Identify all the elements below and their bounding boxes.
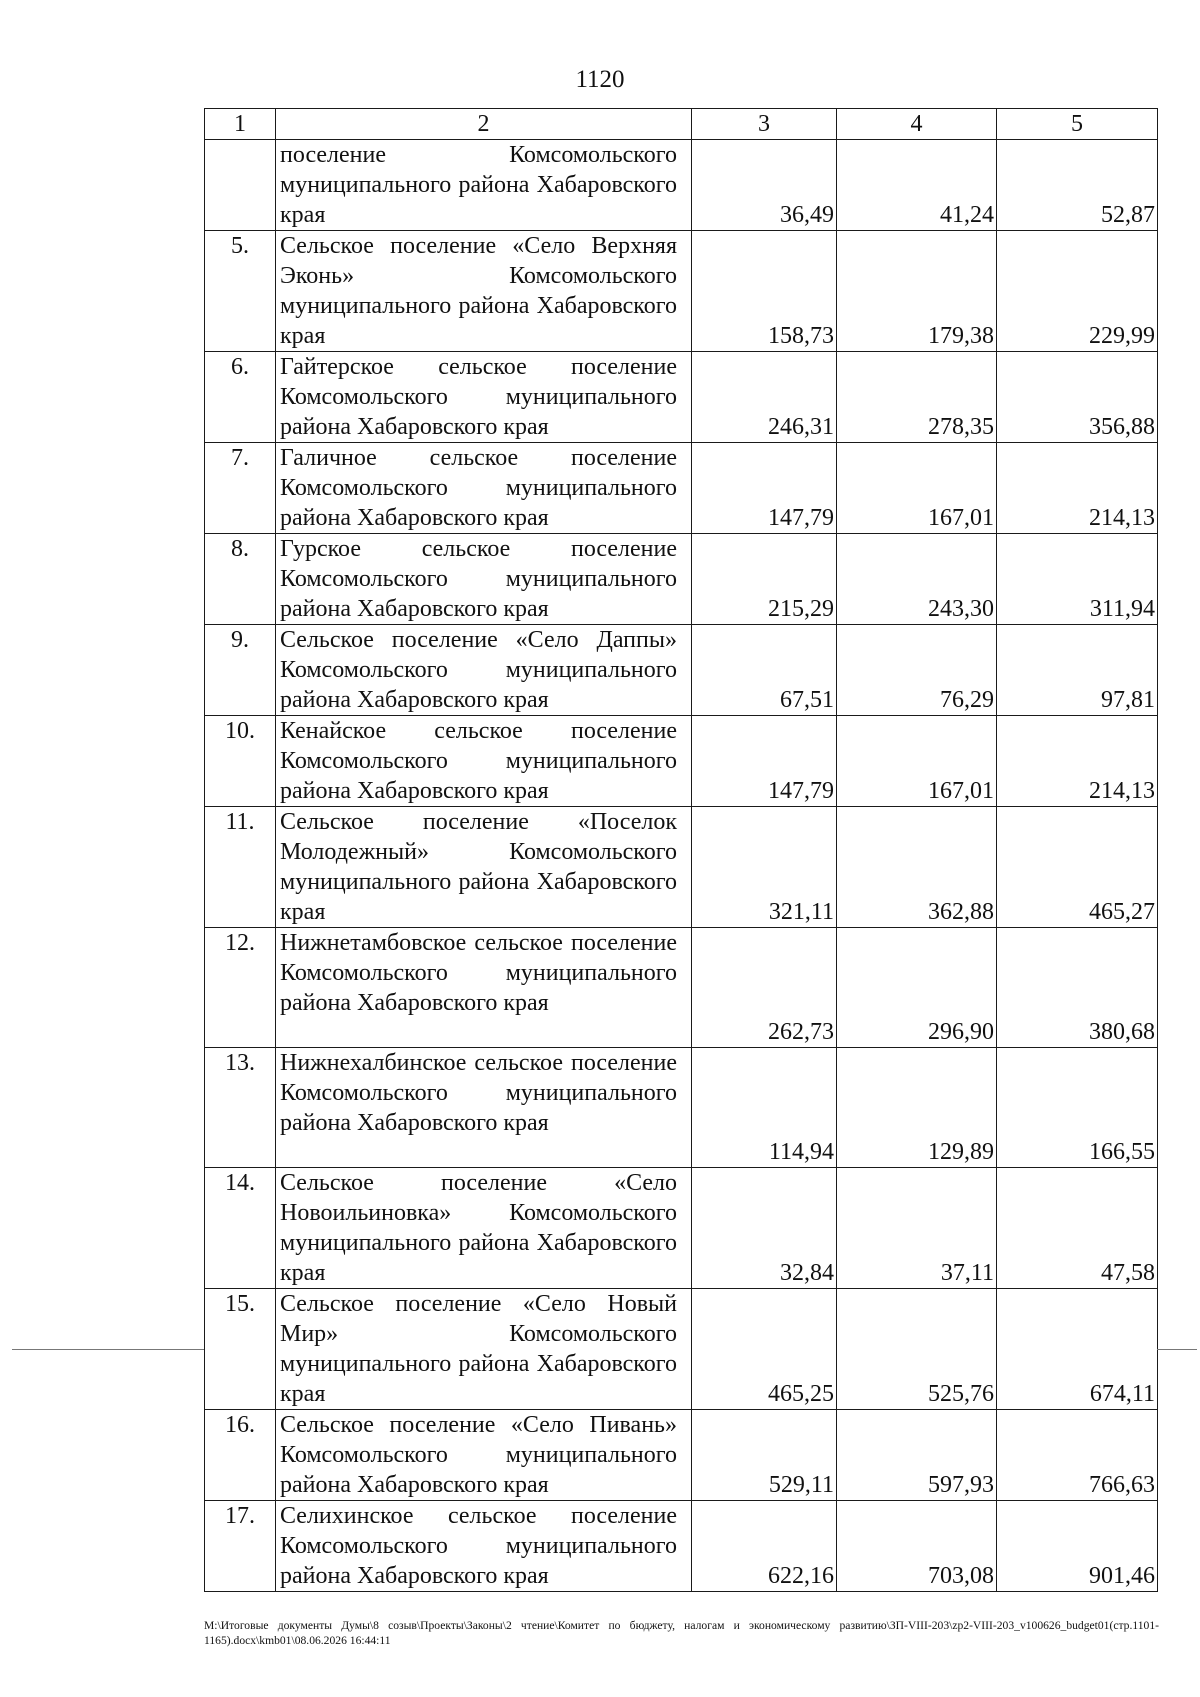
value-col-3: 147,79 [692,716,837,807]
budget-table [204,108,1158,1592]
row-number: 5. [205,231,276,352]
value-col-5: 465,27 [997,807,1158,928]
value-col-4: 41,24 [837,140,997,231]
table-row [205,534,1158,625]
settlement-name: Нижнетамбовское сельское поселение Комсомольского муниципального района Хабаровского края [276,928,692,1048]
settlement-name: поселение Комсомольского муниципального района Хабаровского края [276,140,692,231]
value-col-3: 158,73 [692,231,837,352]
table-body [205,140,1158,1592]
value-col-4: 167,01 [837,443,997,534]
table-row [205,625,1158,716]
value-col-4: 243,30 [837,534,997,625]
row-number: 12. [205,928,276,1048]
scan-artifact-line [1157,1349,1197,1350]
value-col-3: 262,73 [692,928,837,1048]
page-number: 1120 [575,66,625,93]
value-col-3: 622,16 [692,1501,837,1592]
settlement-name: Нижнехалбинское сельское поселение Комсомольского муниципального района Хабаровского края [276,1048,692,1168]
table-row [205,231,1158,352]
value-col-5: 766,63 [997,1410,1158,1501]
settlement-name: Гурское сельское поселение Комсомольского муниципального района Хабаровского края [276,534,692,625]
document-path-footer: M:\Итоговые документы Думы\8 созыв\Проекты\Законы\2 чтение\Комитет по бюджету, налогам и экономическому развитию\ЗП-VIII-203\zp2-VIII-203_v100626_budget01(стр.1101-1165).docx\kmb01\08.06.2026 16:44:11 [204,1619,1159,1647]
value-col-4: 703,08 [837,1501,997,1592]
value-col-4: 278,35 [837,352,997,443]
value-col-5: 229,99 [997,231,1158,352]
settlement-name: Сельское поселение «Село Верхняя Эконь» Комсомольского муниципального района Хабаровского края [276,231,692,352]
value-col-5: 166,55 [997,1048,1158,1168]
value-col-5: 214,13 [997,716,1158,807]
value-col-4: 76,29 [837,625,997,716]
row-number: 10. [205,716,276,807]
row-number [205,140,276,231]
value-col-5: 380,68 [997,928,1158,1048]
value-col-4: 179,38 [837,231,997,352]
row-number: 7. [205,443,276,534]
row-number: 14. [205,1168,276,1289]
row-number: 11. [205,807,276,928]
settlement-name: Галичное сельское поселение Комсомольского муниципального района Хабаровского края [276,443,692,534]
table-row [205,1410,1158,1501]
header-col-2: 2 [276,109,692,140]
table-header-row [205,109,1158,140]
row-number: 16. [205,1410,276,1501]
value-col-3: 67,51 [692,625,837,716]
row-number: 9. [205,625,276,716]
table-row [205,352,1158,443]
value-col-4: 597,93 [837,1410,997,1501]
table-row [205,140,1158,231]
value-col-4: 37,11 [837,1168,997,1289]
table-row [205,928,1158,1048]
value-col-4: 362,88 [837,807,997,928]
settlement-name: Сельское поселение «Село Новоильиновка» Комсомольского муниципального района Хабаровского края [276,1168,692,1289]
row-number: 15. [205,1289,276,1410]
value-col-3: 36,49 [692,140,837,231]
row-number: 13. [205,1048,276,1168]
value-col-4: 525,76 [837,1289,997,1410]
table-row [205,807,1158,928]
value-col-3: 321,11 [692,807,837,928]
settlement-name: Сельское поселение «Поселок Молодежный» Комсомольского муниципального района Хабаровского края [276,807,692,928]
value-col-4: 296,90 [837,928,997,1048]
value-col-5: 97,81 [997,625,1158,716]
table-row [205,1501,1158,1592]
settlement-name: Селихинское сельское поселение Комсомольского муниципального района Хабаровского края [276,1501,692,1592]
table-row [205,716,1158,807]
row-number: 8. [205,534,276,625]
value-col-5: 356,88 [997,352,1158,443]
table-row [205,1289,1158,1410]
settlement-name: Сельское поселение «Село Пивань» Комсомольского муниципального района Хабаровского края [276,1410,692,1501]
row-number: 6. [205,352,276,443]
value-col-3: 529,11 [692,1410,837,1501]
header-col-5: 5 [997,109,1158,140]
header-col-1: 1 [205,109,276,140]
settlement-name: Сельское поселение «Село Новый Мир» Комсомольского муниципального района Хабаровского края [276,1289,692,1410]
settlement-name: Гайтерское сельское поселение Комсомольского муниципального района Хабаровского края [276,352,692,443]
value-col-3: 114,94 [692,1048,837,1168]
value-col-5: 901,46 [997,1501,1158,1592]
value-col-5: 47,58 [997,1168,1158,1289]
value-col-4: 167,01 [837,716,997,807]
header-col-3: 3 [692,109,837,140]
table-row [205,1048,1158,1168]
value-col-5: 311,94 [997,534,1158,625]
table-row [205,1168,1158,1289]
value-col-4: 129,89 [837,1048,997,1168]
value-col-3: 32,84 [692,1168,837,1289]
value-col-5: 214,13 [997,443,1158,534]
value-col-3: 147,79 [692,443,837,534]
value-col-3: 246,31 [692,352,837,443]
settlement-name: Сельское поселение «Село Даппы» Комсомольского муниципального района Хабаровского края [276,625,692,716]
value-col-5: 52,87 [997,140,1158,231]
value-col-3: 215,29 [692,534,837,625]
value-col-3: 465,25 [692,1289,837,1410]
settlement-name: Кенайское сельское поселение Комсомольского муниципального района Хабаровского края [276,716,692,807]
value-col-5: 674,11 [997,1289,1158,1410]
table-row [205,443,1158,534]
header-col-4: 4 [837,109,997,140]
scan-artifact-line [12,1349,204,1350]
row-number: 17. [205,1501,276,1592]
